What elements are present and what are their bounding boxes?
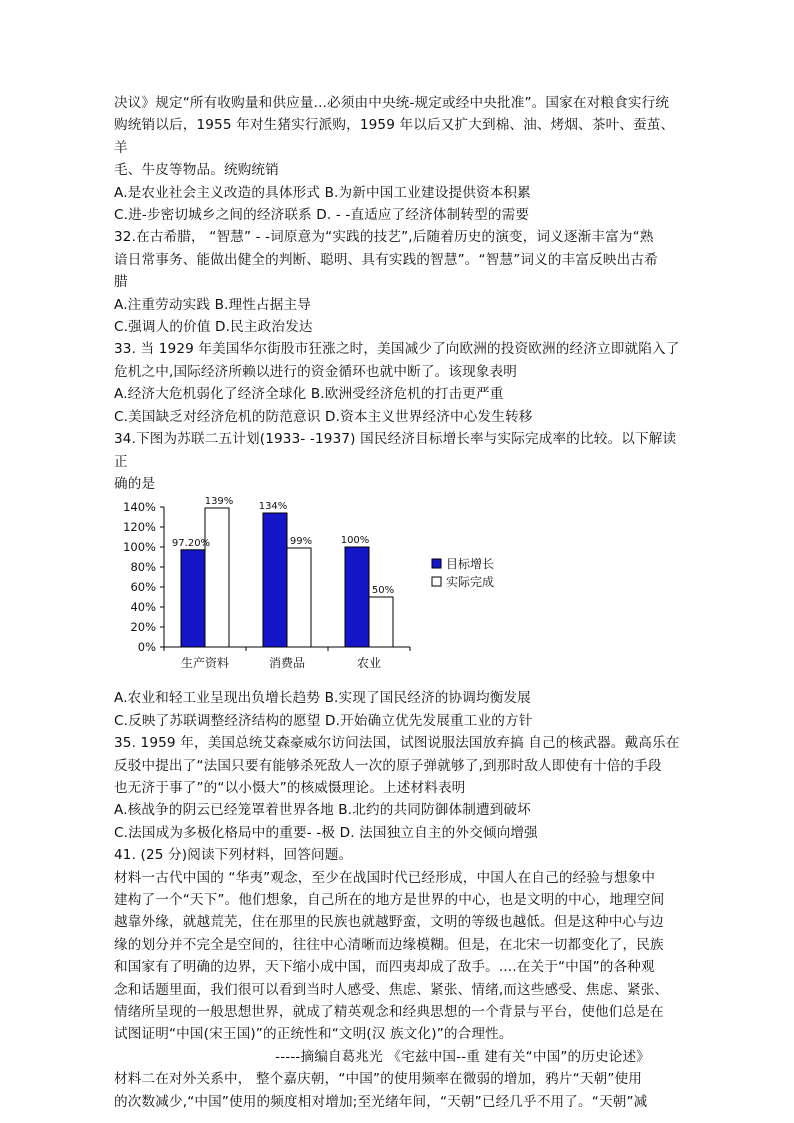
x-tick-label: 生产资料 [180, 656, 230, 671]
text-line: 确的是 [114, 475, 156, 492]
text-line: A.注重劳动实践 B.理性占据主导 [114, 296, 312, 313]
bar-actual [287, 548, 311, 647]
text-line: 决议》规定“所有收购量和供应量...必须由中央统-规定或经中央批准”。国家在对粮食实行统 [114, 95, 670, 111]
bar-chart [114, 497, 554, 687]
text-line: C.进-步密切城乡之间的经济联系 D. - -直适应了经济体制转型的需要 [114, 207, 530, 224]
data-label: 134% [258, 501, 288, 513]
bar-target [181, 550, 205, 647]
legend-label: 目标增长 [446, 557, 495, 572]
text-line: 购统销以后，1955 年对生猪实行派购，1959 年以后又扩大到棉、油、烤烟、茶叶、蚕茧、羊 [114, 117, 675, 156]
document-page [114, 92, 684, 1113]
y-tick-label: 100% [123, 540, 156, 555]
y-tick-label: 80% [130, 560, 156, 575]
source-citation: -----摘编自葛兆光 《宅兹中国--重 建有关“中国”的历史论述》 [275, 1048, 650, 1065]
y-tick-label: 140% [123, 500, 156, 515]
bar-actual [369, 597, 393, 647]
text-line: 毛、牛皮等物品。统购统销 [114, 162, 279, 179]
y-tick-label: 120% [123, 520, 156, 535]
text-line: 32.在古希腊， “智慧” - -词原意为“实践的技艺”,后随着历史的演变，词义逐渐丰富为“熟 [114, 229, 654, 246]
text-line: C.强调人的价值 D.民主政治发达 [114, 319, 313, 336]
y-tick-label: 20% [130, 620, 156, 635]
text-line: 念和话题里面，我们很可以看到当时人感受、焦虑、紧张、情绪,而这些感受、焦虑、紧张、 [114, 981, 669, 998]
text-line: 缘的划分并不完全是空间的，往往中心清晰而边缘模糊。但是，在北宋一切都变化了，民族 [114, 936, 664, 953]
text-line: C.法国成为多极化格局中的重要- -极 D. 法国独立自主的外交倾向增强 [114, 824, 538, 841]
text-line: 谙日常事务、能做出健全的判断、聪明、具有实践的智慧”。“智慧”词义的丰富反映出古希 [114, 251, 658, 268]
data-label: 100% [340, 535, 370, 547]
text-line: C.美国缺乏对经济危机的防范意识 D.资本主义世界经济中心发生转移 [114, 408, 533, 425]
text-line: 试图证明“中国(宋王国)”的正统性和“文明(汉 族文化)”的合理性。 [114, 1026, 513, 1043]
bar-actual [205, 508, 229, 647]
text-line: A.是农业社会主义改造的具体形式 B.为新中国工业建设提供资本积累 [114, 184, 531, 201]
question-text-block-1 [114, 92, 684, 495]
legend-swatch [432, 577, 441, 586]
y-tick-label: 40% [130, 600, 156, 615]
text-line: C.反映了苏联调整经济结构的愿望 D.开始确立优先发展重工业的方针 [114, 712, 533, 729]
text-line: A.核战争的阴云已经笼罩着世界各地 B.北约的共同防御体制遭到破坏 [114, 802, 531, 819]
text-line: 反驳中提出了“法国只要有能够杀死敌人一次的原子弹就够了,到那时敌人即使有十倍的手段 [114, 757, 662, 774]
text-line: 情绪所呈现的一般思想世界，就成了精英观念和经典思想的一个背景与平台，使他们总是在 [114, 1004, 664, 1020]
text-line: 材料一古代中国的 “华夷”观念，至少在战国时代已经形成，中国人在自己的经验与想象中 [114, 869, 656, 886]
legend-swatch [432, 559, 441, 568]
bar-target [263, 513, 287, 647]
bar-target [345, 547, 369, 647]
text-line: 建构了一个“天下”。他们想象，自己所在的地方是世界的中心，也是文明的中心，地理空间 [114, 891, 665, 908]
y-tick-label: 0% [137, 640, 156, 655]
text-line: A.经济大危机弱化了经济全球化 B.欧洲受经济危机的打击更严重 [114, 386, 504, 403]
text-line: 的次数减少,“中国”使用的频度相对增加;至光绪年间，“天朝”已经几乎不用了。“天朝”减 [114, 1093, 648, 1110]
question-text-block-3 [114, 1068, 684, 1113]
text-line: 34.下图为苏联二五计划(1933- -1937) 国民经济目标增长率与实际完成率的比较。以下解读正 [114, 431, 677, 470]
data-label: 139% [204, 497, 234, 508]
text-line: A.农业和轻工业呈现出负增长趋势 B.实现了国民经济的协调均衡发展 [114, 690, 531, 707]
text-line: 和国家有了明确的边界，天下缩小成中国，而四夷却成了敌手。....在关于“中国”的各种观 [114, 959, 655, 976]
question-text-block-2 [114, 687, 684, 1046]
text-line: 腊 [114, 274, 128, 291]
data-label: 99% [289, 536, 313, 548]
text-line: 41. (25 分)阅读下列材料，回答问题。 [114, 847, 353, 864]
chart-svg [114, 497, 554, 687]
x-tick-label: 消费品 [268, 656, 306, 671]
text-line: 越靠外缘，就越荒芜，住在那里的民族也就越野蛮，文明的等级也越低。但是这种中心与边 [114, 914, 664, 931]
text-line: 35. 1959 年，美国总统艾森豪威尔访问法国，试图说服法国放弃搞 自己的核武器。戴高乐在 [114, 735, 680, 752]
text-line: 也无济于事了”的“以小慑大”的核威慑理论。上述材料表明 [114, 779, 466, 796]
text-line: 33. 当 1929 年美国华尔街股市狂涨之时，美国减少了向欧洲的投资欧洲的经济立即就陷入了 [114, 341, 680, 358]
legend-label: 实际完成 [446, 575, 495, 590]
data-label: 50% [371, 585, 395, 597]
text-line: 材料二在对外关系中， 整个嘉庆朝，“中国”的使用频率在微弱的增加，鸦片“天朝”使用 [114, 1071, 643, 1088]
x-tick-label: 农业 [356, 656, 382, 671]
data-label: 97.20% [171, 538, 211, 550]
text-line: 危机之中,国际经济所赖以进行的资金循环也就中断了。该现象表明 [114, 363, 518, 380]
y-tick-label: 60% [130, 580, 156, 595]
